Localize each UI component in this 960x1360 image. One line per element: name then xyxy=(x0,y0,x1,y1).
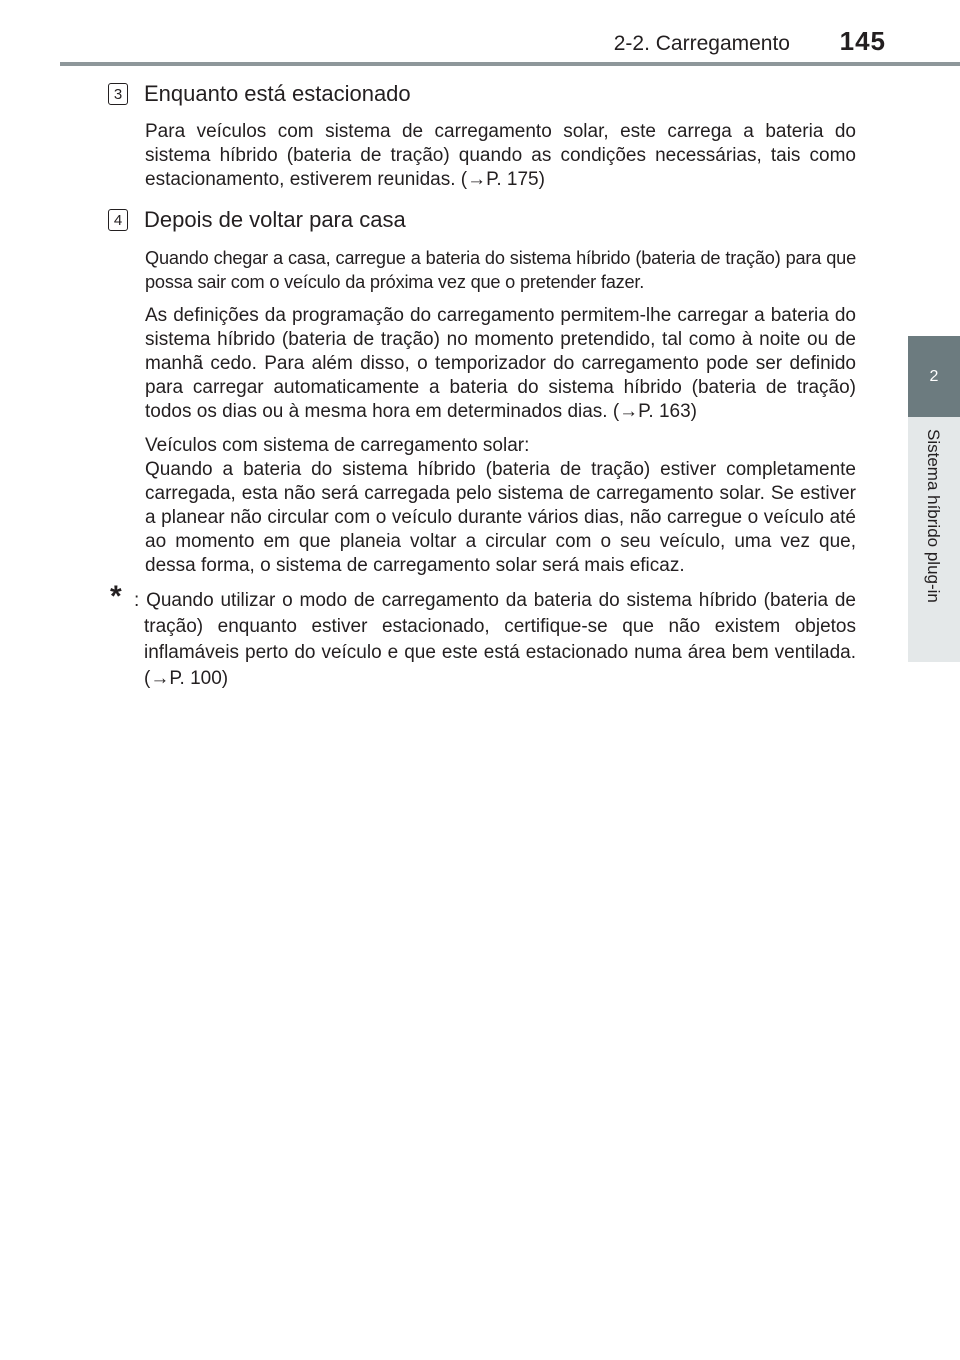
chapter-number: 2 xyxy=(929,367,939,385)
paragraph: Quando chegar a casa, carregue a bateria do sistema híbrido (bateria de tração) para que possa sair com o veículo da próxima vez que o pretender fazer. xyxy=(145,248,856,292)
paragraph: Veículos com sistema de carregamento solar: xyxy=(145,435,530,456)
section-heading-text: Enquanto está estacionado xyxy=(144,81,411,106)
footnote-marker: * xyxy=(110,580,122,613)
section-title: 2-2. Carregamento xyxy=(613,32,790,55)
page-number: 145 xyxy=(839,26,886,56)
section-heading xyxy=(108,202,856,238)
chapter-title: Sistema híbrido plug-in xyxy=(924,429,943,603)
chapter-label xyxy=(908,417,960,662)
page-content xyxy=(108,76,856,692)
paragraph: As definições da programação do carregamento permitem-lhe carregar a bateria do sistema híbrido (bateria de tração) no momento pretendido, tal como à noite ou de manhã cedo. Para além disso, o temporizador do carregamento pode ser definido para carregar automaticamente a bateria do sistema híbrido (bateria de tração) todos os dias ou à mesma hora em determinados dias. (→P. 163) xyxy=(145,305,856,422)
paragraph: Para veículos com sistema de carregamento solar, este carrega a bateria do sistema híbrido (bateria de tração) quando as condições necessárias, tais como estacionamento, estiverem reunidas. (→P. 175) xyxy=(145,121,856,190)
step-number-badge: 3 xyxy=(108,83,128,105)
footnote-text: : Quando utilizar o modo de carregamento da bateria do sistema híbrido (bateria de tração) enquanto estiver estacionado, certifique-se que não existem objetos inflamáveis perto do veículo e que este está estacionado numa área bem ventilada. (→P. 100) xyxy=(134,590,856,689)
footnote xyxy=(108,580,856,692)
section-parked xyxy=(108,76,856,192)
section-heading xyxy=(108,76,856,112)
page-header xyxy=(0,0,960,64)
header-rule xyxy=(60,62,960,66)
step-number-badge: 4 xyxy=(108,209,128,231)
paragraph: Quando a bateria do sistema híbrido (bateria de tração) estiver completamente carregada, esta não será carregada pelo sistema de carregamento solar. Se estiver a planear não circular com o veículo durante vários dias, não carregue o veículo até ao momento em que planeia voltar a circular com o seu veículo, uma vez que, dessa forma, o sistema de carregamento solar será mais eficaz. xyxy=(145,459,856,576)
section-heading-text: Depois de voltar para casa xyxy=(144,207,406,232)
section-home xyxy=(108,202,856,578)
chapter-tab xyxy=(908,336,960,417)
